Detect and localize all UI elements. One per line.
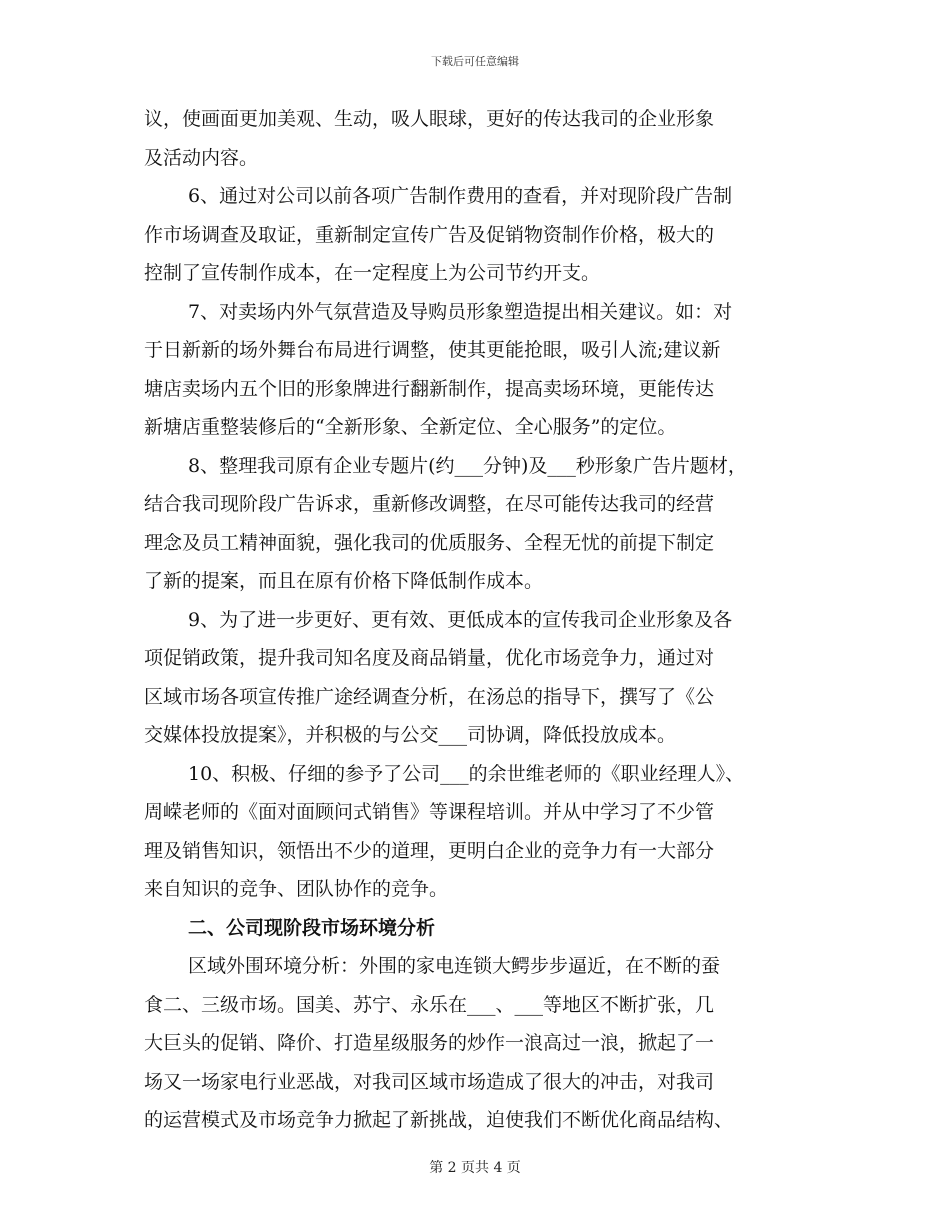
document-body [144, 100, 806, 1140]
text-line: 于日新新的场外舞台布局进行调整，使其更能抢眼，吸引人流;建议新 [144, 339, 721, 361]
text-line: 塘店卖场内五个旧的形象牌进行翻新制作，提高卖场环境，更能传达 [144, 377, 715, 400]
text-line: 作市场调查及取证，重新制定宣传广告及促销物资制作价格，极大的 [144, 223, 715, 246]
text-line: 场又一场家电行业恶战，对我司区域市场造成了很大的冲击，对我司 [144, 1070, 715, 1093]
text-line: 控制了宣传制作成本，在一定程度上为公司节约开支。 [144, 262, 601, 284]
text-line: 9、为了进一步更好、更有效、更低成本的宣传我司企业形象及各 [188, 608, 733, 631]
text-line: 8、整理我司原有企业专题片(约___分钟)及___秒形象广告片题材， [188, 454, 747, 477]
text-line: 来自知识的竞争、团队协作的竞争。 [144, 878, 449, 900]
text-line: 了新的提案，而且在原有价格下降低制作成本。 [144, 570, 544, 592]
text-line: 的运营模式及市场竞争力掀起了新挑战，迫使我们不断优化商品结构、 [144, 1109, 734, 1131]
text-line: 结合我司现阶段广告诉求，重新修改调整，在尽可能传达我司的经营 [144, 493, 715, 515]
text-line: 10、积极、仔细的参予了公司___的余世维老师的《职业经理人》、 [188, 762, 745, 785]
text-line: 6、通过对公司以前各项广告制作费用的查看，并对现阶段广告制 [188, 185, 733, 207]
text-line: 项促销政策，提升我司知名度及商品销量，优化市场竞争力，通过对 [144, 647, 715, 669]
text-line: 区域市场各项宣传推广途经调查分析，在汤总的指导下，撰写了《公 [144, 685, 715, 708]
text-line: 及活动内容。 [144, 146, 259, 169]
text-line: 食二、三级市场。国美、苏宁、永乐在___、___等地区不断扩张，几 [144, 993, 715, 1016]
text-line: 大巨头的促销、降价、打造星级服务的炒作一浪高过一浪，掀起了一 [144, 1032, 715, 1054]
text-line: 理及销售知识，领悟出不少的道理，更明白企业的竞争力有一大部分 [144, 839, 715, 862]
text-line: 区域外围环境分析：外围的家电连锁大鳄步步逼近，在不断的蚕 [188, 955, 721, 977]
section-heading: 二、公司现阶段市场环境分析 [188, 916, 436, 939]
text-line: 周嵘老师的《面对面顾问式销售》等课程培训。并从中学习了不少管 [144, 801, 715, 823]
page-footer: 第 2 页共 4 页 [429, 1160, 521, 1176]
page-header: 下载后可任意编辑 [431, 55, 519, 68]
text-line: 理念及员工精神面貌，强化我司的优质服务、全程无忧的前提下制定 [144, 531, 715, 554]
text-line: 议，使画面更加美观、生动，吸人眼球，更好的传达我司的企业形象 [144, 108, 715, 130]
text-line: 交媒体投放提案》，并积极的与公交___司协调，降低投放成本。 [144, 724, 677, 746]
text-line: 7、对卖场内外气氛营造及导购员形象塑造提出相关建议。如：对 [188, 300, 733, 323]
text-line: 新塘店重整装修后的“全新形象、全新定位、全心服务”的定位。 [144, 416, 677, 438]
